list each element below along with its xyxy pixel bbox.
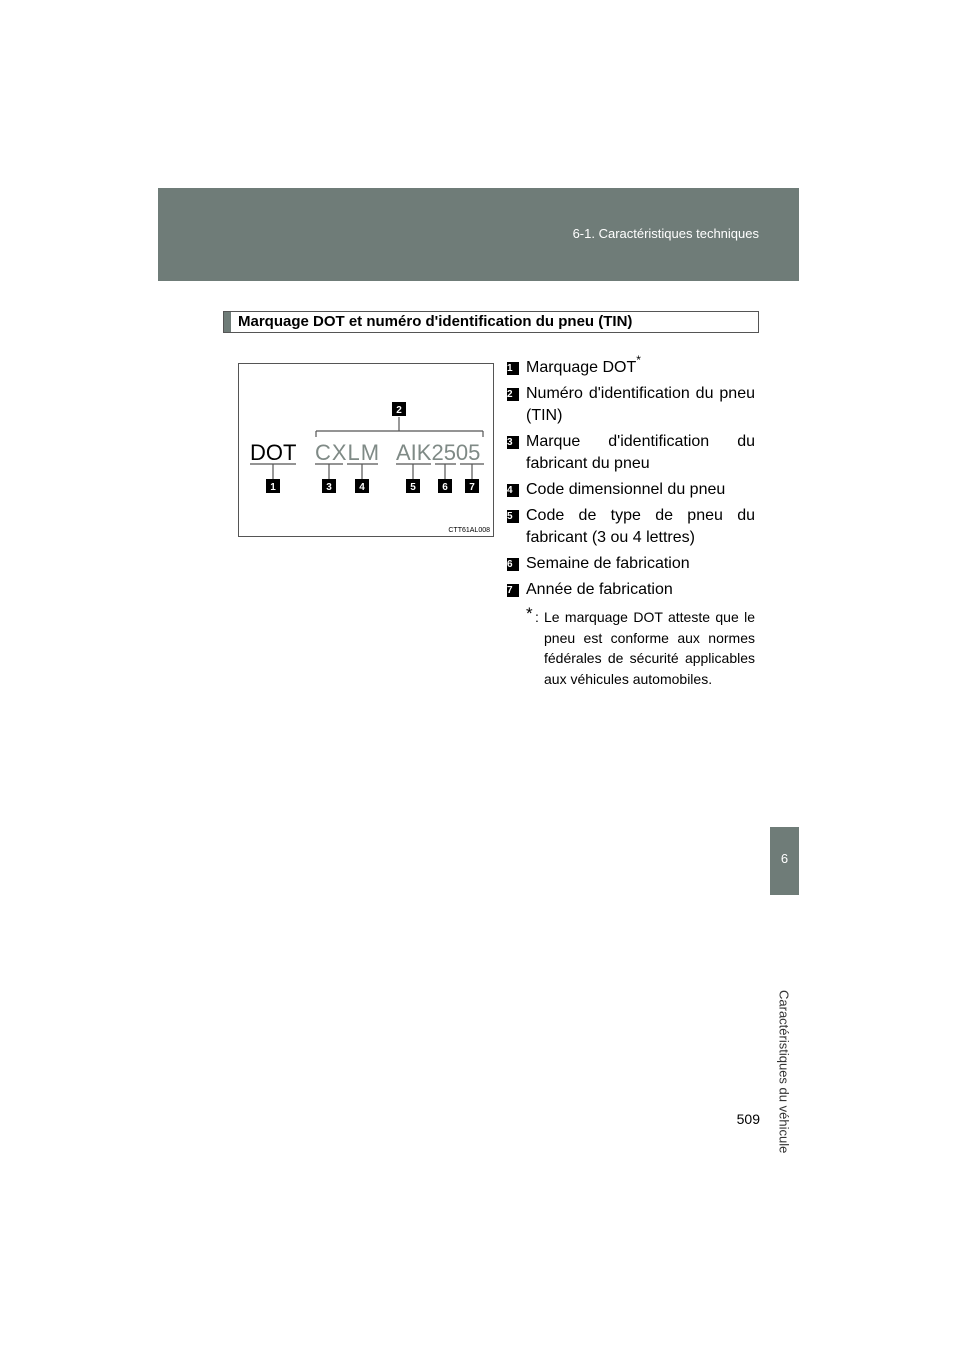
legend-item-2-number: 2	[507, 388, 519, 401]
legend-item-7-text: Année de fabrication	[526, 581, 673, 598]
legend-item-6-text: Semaine de fabrication	[526, 555, 690, 572]
legend-item-2	[507, 383, 755, 427]
footnote-asterisk: *	[526, 604, 533, 623]
legend-item-1-text: Marquage DOT	[526, 359, 637, 376]
footnote-text: Le marquage DOT atteste que le pneu est conforme aux normes fédérales de sécurité applicables aux véhicules automobiles.	[544, 609, 755, 687]
legend-item-4-number: 4	[507, 484, 519, 497]
callout-2: 2	[396, 405, 402, 416]
callout-5: 5	[410, 482, 416, 493]
legend-item-3-number: 3	[507, 436, 519, 449]
callout-7: 7	[469, 482, 475, 493]
legend-item-5-text: Code de type de pneu du fabricant (3 ou 4 lettres)	[526, 507, 755, 546]
legend-item-7	[507, 579, 755, 601]
tin-code-text: AIK2505	[396, 440, 481, 465]
tin-diagram	[239, 364, 495, 538]
callout-6: 6	[442, 482, 448, 493]
section-heading	[223, 311, 759, 333]
header-band	[158, 188, 799, 281]
legend-item-5-number: 5	[507, 510, 519, 523]
footnote-colon: :	[535, 609, 539, 625]
chapter-title: 6-1. Caractéristiques techniques	[572, 226, 759, 241]
legend-item-1-asterisk: *	[636, 352, 641, 367]
legend-item-6	[507, 553, 755, 575]
legend-item-3-text: Marque d'identification du fabricant du pneu	[526, 433, 755, 472]
legend-item-2-text: Numéro d'identification du pneu (TIN)	[526, 385, 755, 424]
tin-figure	[238, 363, 494, 537]
page-number: 509	[736, 1111, 760, 1127]
tin-legend-list	[507, 352, 755, 689]
callout-3: 3	[326, 482, 332, 493]
legend-item-1	[507, 352, 755, 379]
legend-item-1-number: 1	[507, 362, 519, 375]
section-heading-accent	[224, 312, 231, 332]
section-heading-title: Marquage DOT et numéro d'identification du pneu (TIN)	[238, 313, 633, 330]
chapter-tab	[770, 827, 799, 895]
legend-item-7-number: 7	[507, 584, 519, 597]
callout-4: 4	[359, 482, 365, 493]
manufacturer-code-text: CXLM	[315, 440, 381, 465]
legend-item-6-number: 6	[507, 558, 519, 571]
chapter-side-label-text: Caractéristiques du véhicule	[776, 990, 792, 1154]
legend-item-4	[507, 479, 755, 501]
legend-item-4-text: Code dimensionnel du pneu	[526, 481, 726, 498]
callout-1: 1	[270, 482, 276, 493]
footnote	[507, 604, 755, 689]
figure-code: CTT61AL008	[448, 527, 490, 534]
legend-item-3	[507, 431, 755, 475]
chapter-tab-number: 6	[780, 851, 789, 866]
legend-item-5	[507, 505, 755, 549]
dot-text: DOT	[250, 440, 297, 465]
